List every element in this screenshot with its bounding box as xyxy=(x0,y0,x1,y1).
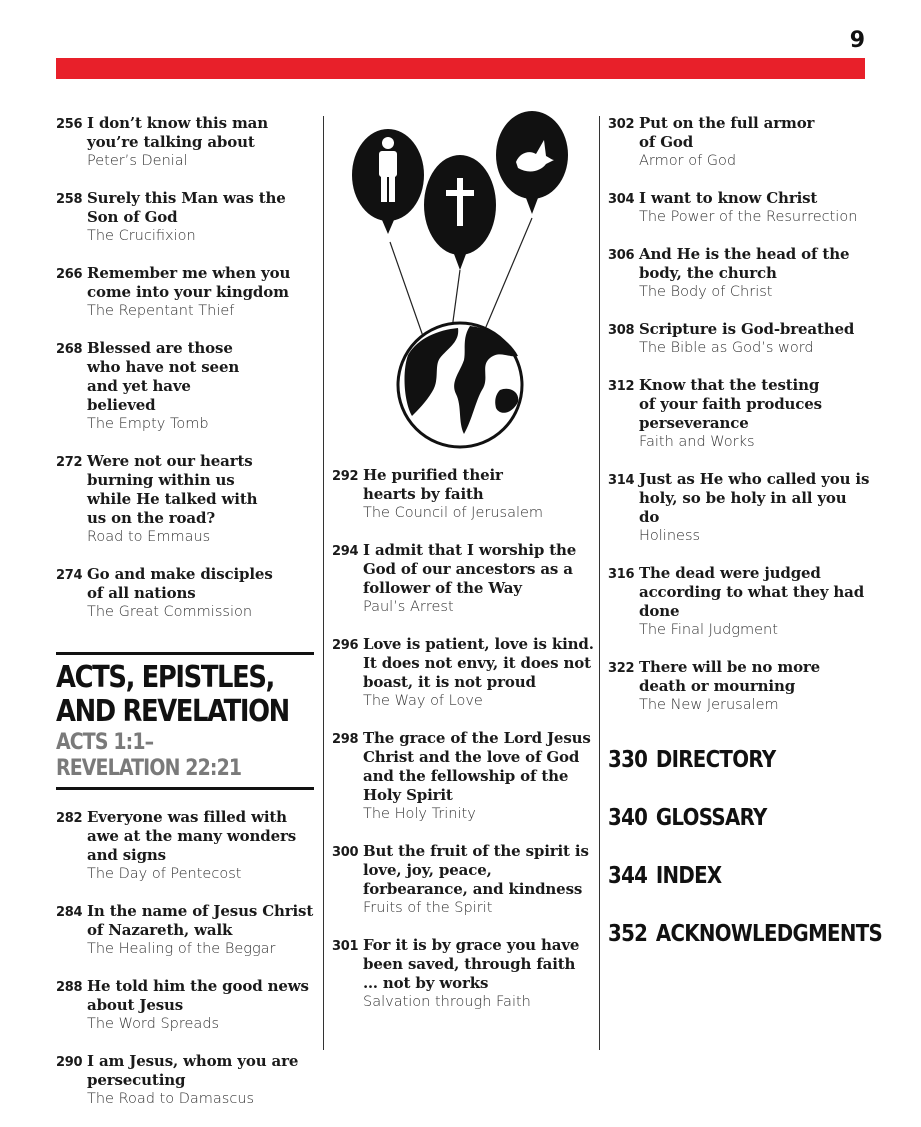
entry-page-number: 258 xyxy=(56,192,83,207)
contents-entry[interactable] xyxy=(56,452,314,547)
balloons-globe-illustration xyxy=(340,110,580,450)
entry-page-number: 314 xyxy=(608,473,635,488)
contents-entry[interactable] xyxy=(332,635,594,711)
entry-page-number: 266 xyxy=(56,267,83,282)
entry-subtitle: Peter’s Denial xyxy=(87,153,188,169)
entry-quote: I don’t know this man you’re talking about xyxy=(87,114,268,151)
back-matter-page-number: 352 xyxy=(608,921,648,947)
section-heading-acts xyxy=(56,652,314,790)
entry-quote: Scripture is God-breathed xyxy=(639,320,855,338)
balloon-cross xyxy=(424,155,496,270)
entry-subtitle: The Council of Jerusalem xyxy=(363,505,544,521)
entry-subtitle: Armor of God xyxy=(639,153,737,169)
entry-quote: But the fruit of the spirit is love, joy, peace, forbearance, and kindness xyxy=(363,842,589,898)
entry-subtitle: The Healing of the Beggar xyxy=(87,941,276,957)
entry-page-number: 308 xyxy=(608,323,635,338)
back-matter-item-acknowledgments[interactable] xyxy=(608,919,883,949)
section-subtitle-line-1: ACTS 1:1– xyxy=(56,730,154,755)
back-matter-page-number: 344 xyxy=(608,863,648,889)
column-divider-right xyxy=(599,116,600,1050)
entry-quote: I want to know Christ xyxy=(639,189,818,207)
entry-quote: He purified their hearts by faith xyxy=(363,466,503,503)
entry-quote: He told him the good news about Jesus xyxy=(87,977,309,1014)
contents-column-2 xyxy=(332,466,594,1030)
entry-quote: In the name of Jesus Christ of Nazareth, walk xyxy=(87,902,314,939)
contents-entry[interactable] xyxy=(608,320,870,358)
entry-page-number: 312 xyxy=(608,379,635,394)
contents-entry[interactable] xyxy=(56,808,314,884)
entry-subtitle: The New Jerusalem xyxy=(639,697,779,713)
back-matter-item-glossary[interactable] xyxy=(608,803,833,833)
entry-page-number: 272 xyxy=(56,455,83,470)
entry-page-number: 256 xyxy=(56,117,83,132)
back-matter-page-number: 340 xyxy=(608,805,648,831)
entry-page-number: 316 xyxy=(608,567,635,582)
back-matter-list xyxy=(608,745,883,949)
entry-quote: Were not our hearts burning within us while He talked with us on the road? xyxy=(87,452,258,527)
back-matter-label: ACKNOWLEDGMENTS xyxy=(655,921,883,947)
entry-subtitle: The Road to Damascus xyxy=(87,1091,255,1107)
entry-page-number: 268 xyxy=(56,342,83,357)
entry-quote: Blessed are those who have not seen and yet have believed xyxy=(87,339,240,414)
entry-subtitle: The Body of Christ xyxy=(639,284,773,300)
entry-quote: I admit that I worship the God of our ancestors as a follower of the Way xyxy=(363,541,577,597)
entry-page-number: 301 xyxy=(332,939,359,954)
contents-entry[interactable] xyxy=(332,842,594,918)
entry-quote: Remember me when you come into your kingdom xyxy=(87,264,291,301)
entry-quote: Know that the testing of your faith produces perseverance xyxy=(639,376,822,432)
entry-page-number: 288 xyxy=(56,980,83,995)
contents-entry[interactable] xyxy=(56,1052,314,1109)
contents-column-3 xyxy=(608,114,883,977)
entry-page-number: 300 xyxy=(332,845,359,860)
contents-entry[interactable] xyxy=(332,729,594,824)
entry-subtitle: Road to Emmaus xyxy=(87,529,211,545)
entry-quote: I am Jesus, whom you are persecuting xyxy=(87,1052,299,1089)
entry-page-number: 294 xyxy=(332,544,359,559)
contents-entry[interactable] xyxy=(56,902,314,959)
contents-entry[interactable] xyxy=(608,245,870,302)
red-header-bar xyxy=(56,58,865,79)
entry-subtitle: The Holy Trinity xyxy=(363,806,476,822)
entry-page-number: 282 xyxy=(56,811,83,826)
page-number: 9 xyxy=(849,28,865,53)
entry-subtitle: Fruits of the Spirit xyxy=(363,900,493,916)
globe-icon xyxy=(398,323,522,447)
entry-subtitle: The Repentant Thief xyxy=(87,303,235,319)
contents-entry[interactable] xyxy=(608,470,870,546)
entry-subtitle: The Power of the Resurrection xyxy=(639,209,858,225)
entry-quote: Just as He who called you is holy, so be holy in all you do xyxy=(639,470,870,526)
back-matter-label: GLOSSARY xyxy=(655,805,767,831)
back-matter-label: INDEX xyxy=(655,863,722,889)
back-matter-page-number: 330 xyxy=(608,747,648,773)
entry-quote: Everyone was filled with awe at the many wonders and signs xyxy=(87,808,297,864)
contents-entry[interactable] xyxy=(332,466,594,523)
entry-quote: Put on the full armor of God xyxy=(639,114,815,151)
entry-page-number: 292 xyxy=(332,469,359,484)
entry-subtitle: Salvation through Faith xyxy=(363,994,531,1010)
contents-entry[interactable] xyxy=(608,114,870,171)
section-title-line-1: ACTS, EPISTLES, xyxy=(56,660,274,695)
contents-entry[interactable] xyxy=(608,564,870,640)
balloon-dove xyxy=(496,111,568,214)
entry-quote: There will be no more death or mourning xyxy=(639,658,821,695)
entry-page-number: 302 xyxy=(608,117,635,132)
back-matter-label: DIRECTORY xyxy=(655,747,776,773)
contents-entry[interactable] xyxy=(608,658,870,715)
entry-page-number: 274 xyxy=(56,568,83,583)
entry-subtitle: Faith and Works xyxy=(639,434,755,450)
entry-subtitle: Paul’s Arrest xyxy=(363,599,454,615)
section-title-line-2: AND REVELATION xyxy=(56,694,289,729)
entry-quote: And He is the head of the body, the church xyxy=(639,245,850,282)
entry-quote: Love is patient, love is kind. It does not envy, it does not boast, it is not proud xyxy=(363,635,594,691)
entry-page-number: 284 xyxy=(56,905,83,920)
section-subtitle-line-2: REVELATION 22:21 xyxy=(56,756,242,781)
entry-subtitle: The Way of Love xyxy=(363,693,483,709)
contents-entry[interactable] xyxy=(608,189,870,227)
entry-subtitle: Holiness xyxy=(639,528,701,544)
entry-quote: The dead were judged according to what they had done xyxy=(639,564,865,620)
entry-subtitle: The Final Judgment xyxy=(639,622,778,638)
entry-subtitle: The Word Spreads xyxy=(87,1016,220,1032)
column-divider-left xyxy=(323,116,324,1050)
contents-entry[interactable] xyxy=(608,376,870,452)
back-matter-item-directory[interactable] xyxy=(608,745,833,775)
entry-page-number: 290 xyxy=(56,1055,83,1070)
entry-quote: For it is by grace you have been saved, through faith … not by works xyxy=(363,936,580,992)
contents-entry[interactable] xyxy=(56,977,314,1034)
back-matter-item-index[interactable] xyxy=(608,861,833,891)
contents-entry[interactable] xyxy=(332,541,594,617)
contents-column-1 xyxy=(56,114,314,1127)
entry-subtitle: The Day of Pentecost xyxy=(87,866,242,882)
balloon-person xyxy=(352,129,424,234)
entry-subtitle: The Empty Tomb xyxy=(87,416,209,432)
contents-entry[interactable] xyxy=(56,339,314,434)
entry-quote: Go and make disciples of all nations xyxy=(87,565,273,602)
contents-entry[interactable] xyxy=(332,936,594,1012)
contents-entry[interactable] xyxy=(56,114,314,171)
entry-subtitle: The Great Commission xyxy=(87,604,253,620)
contents-entry[interactable] xyxy=(56,565,314,622)
entry-page-number: 304 xyxy=(608,192,635,207)
contents-entry[interactable] xyxy=(56,189,314,246)
entry-subtitle: The Crucifixion xyxy=(87,228,196,244)
entry-page-number: 306 xyxy=(608,248,635,263)
entry-subtitle: The Bible as God’s word xyxy=(639,340,814,356)
contents-entry[interactable] xyxy=(56,264,314,321)
entry-page-number: 322 xyxy=(608,661,635,676)
entry-quote: Surely this Man was the Son of God xyxy=(87,189,286,226)
entry-page-number: 296 xyxy=(332,638,359,653)
entry-quote: The grace of the Lord Jesus Christ and the love of God and the fellowship of the Holy Spirit xyxy=(363,729,591,804)
entry-page-number: 298 xyxy=(332,732,359,747)
